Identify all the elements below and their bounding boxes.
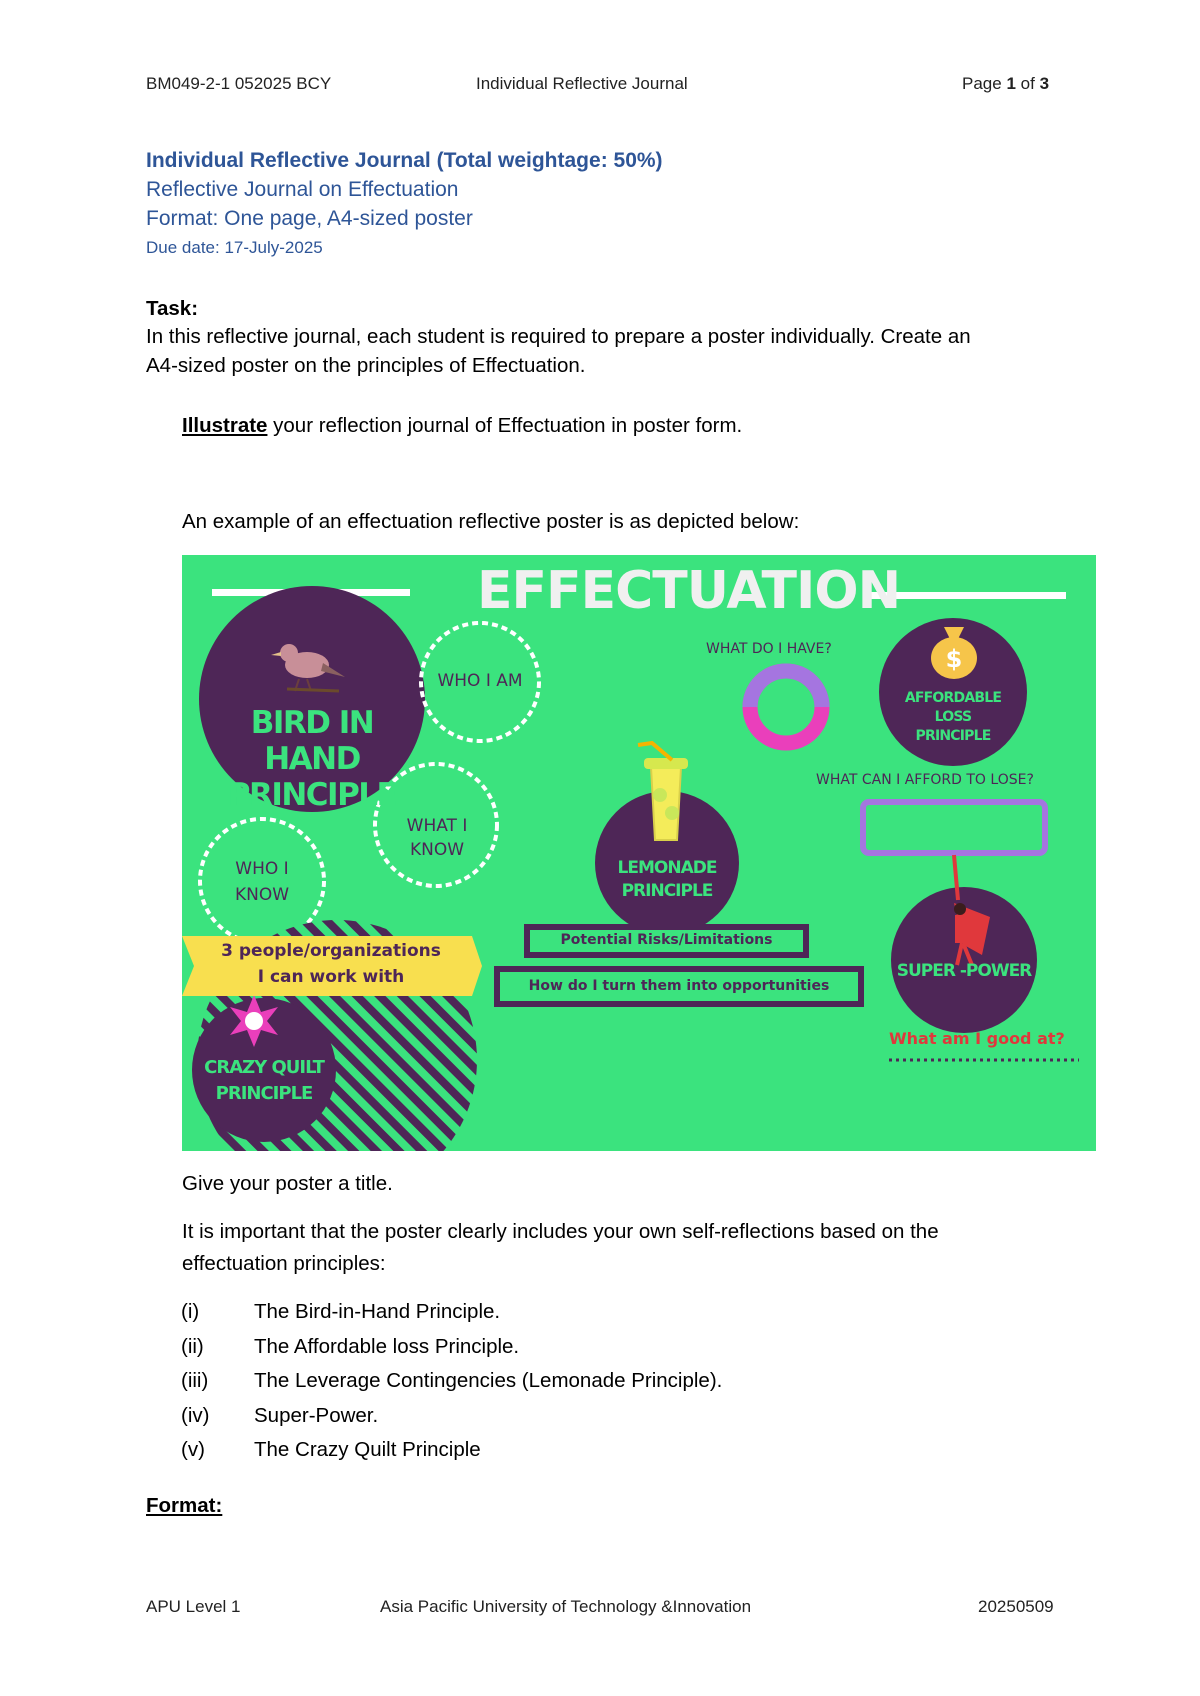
footer-university: Asia Pacific University of Technology &Innovation [380, 1597, 752, 1616]
journal-format: Format: One page, A4-sized poster [146, 207, 473, 230]
poster-title: EFFECTUATION [477, 561, 901, 621]
who-i-am-text: WHO I AM [437, 671, 523, 691]
people-text: 3 people/organizations I can work with [221, 941, 441, 987]
important-line-2: effectuation principles: [182, 1252, 386, 1275]
journal-title: Individual Reflective Journal (Total weightage: 50%) [146, 149, 663, 172]
what-i-know-text: WHAT I KNOW [406, 816, 468, 860]
format-label: Format: [146, 1494, 223, 1517]
principle-item: (i) The Bird-in-Hand Principle. [181, 1300, 501, 1323]
lemonade-label: LEMONADE PRINCIPLE [617, 858, 717, 901]
risks-text: Potential Risks/Limitations [560, 932, 773, 948]
crazy-quilt-label: CRAZY QUILT PRINCIPLE [204, 1057, 324, 1104]
illustrate-line: Illustrate your reflection journal of Effectuation in poster form. [182, 414, 743, 437]
header-page-number: Page 1 of 3 [962, 74, 1050, 93]
principle-item: (iii) The Leverage Contingencies (Lemonade Principle). [181, 1369, 723, 1392]
what-can-i-afford-text: WHAT CAN I AFFORD TO LOSE? [816, 772, 1034, 788]
principle-item: (iv) Super-Power. [181, 1404, 379, 1427]
header-course-code: BM049-2-1 052025 BCY [146, 74, 332, 93]
illustrate-word: Illustrate [182, 414, 268, 437]
task-line-1: In this reflective journal, each student is required to prepare a poster individually. Create an [146, 325, 971, 348]
journal-subtitle: Reflective Journal on Effectuation [146, 178, 459, 201]
afford-box [863, 802, 1045, 853]
due-date: Due date: 17-July-2025 [146, 238, 323, 257]
bird-principle-label: BIRD IN HAND PRINCIPLE [227, 705, 397, 813]
principle-item: (ii) The Affordable loss Principle. [181, 1335, 520, 1358]
affordable-loss-label: AFFORDABLE LOSS PRINCIPLE [904, 690, 1002, 744]
task-label: Task: [146, 297, 199, 320]
example-line: An example of an effectuation reflective poster is as depicted below: [182, 510, 800, 533]
svg-text:$: $ [945, 645, 963, 673]
task-line-2: A4-sized poster on the principles of Effectuation. [146, 354, 586, 377]
principle-item: (v) The Crazy Quilt Principle [181, 1438, 481, 1461]
example-poster [182, 555, 1096, 1151]
what-do-i-have-text: WHAT DO I HAVE? [706, 641, 832, 657]
title-instruction: Give your poster a title. [182, 1172, 393, 1195]
header-title: Individual Reflective Journal [476, 74, 688, 93]
good-at-text: What am I good at? [889, 1029, 1065, 1048]
superpower-label: SUPER -POWER [896, 961, 1032, 981]
who-i-know-text: WHO I KNOW [234, 859, 290, 905]
footer-level: APU Level 1 [146, 1597, 241, 1616]
footer-date: 20250509 [978, 1597, 1054, 1616]
opportunities-text: How do I turn them into opportunities [528, 978, 830, 994]
important-line-1: It is important that the poster clearly includes your own self-reflections based on the [182, 1220, 939, 1243]
